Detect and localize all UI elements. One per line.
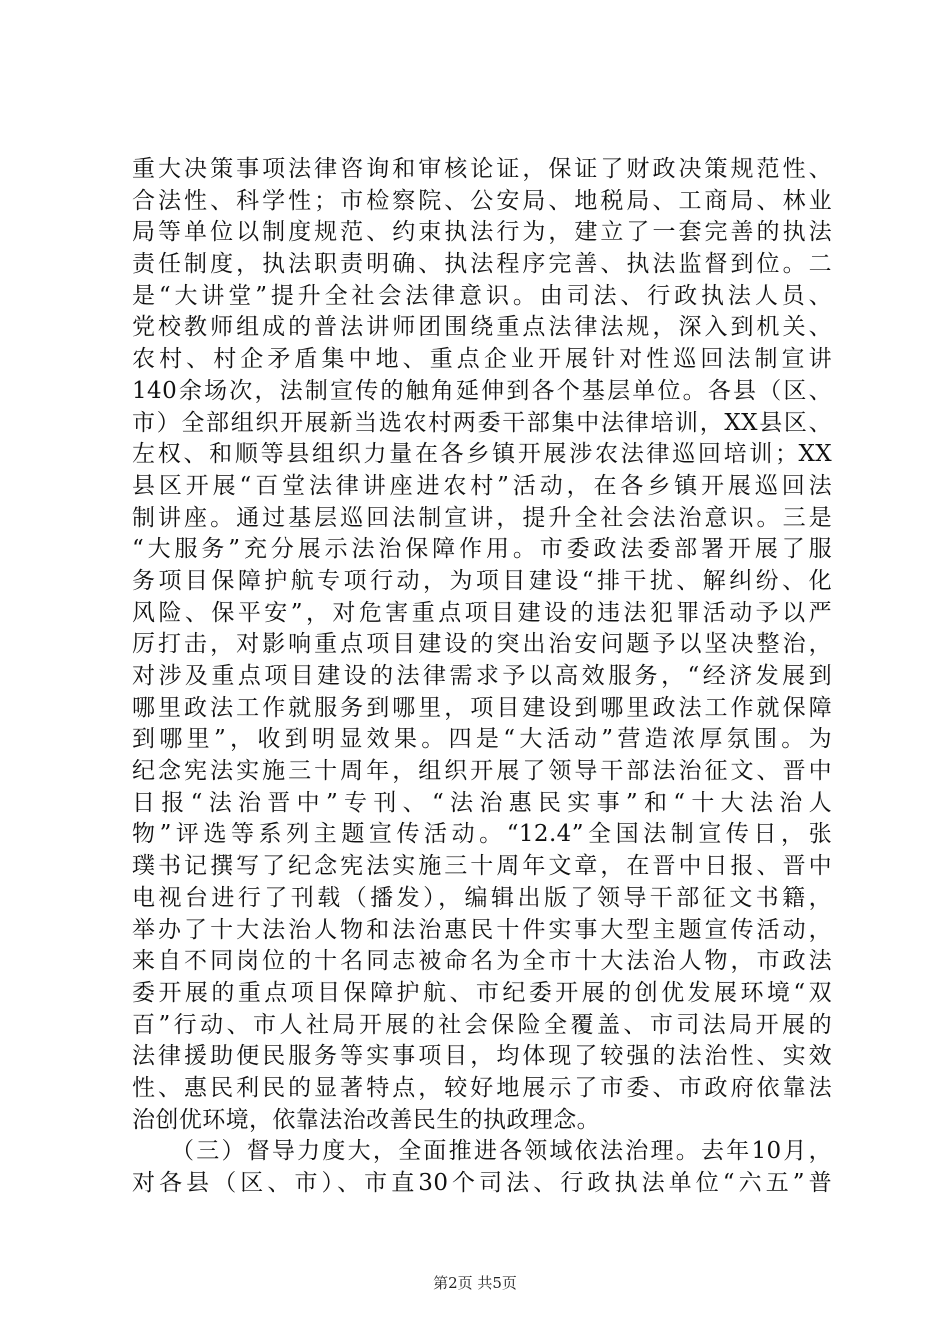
text-line: 委开展的重点项目保障护航、市纪委开展的创优发展环境“双 xyxy=(132,979,832,1006)
text-line: 制讲座。通过基层巡回法制宣讲，提升全社会法治意识。三是 xyxy=(132,504,832,531)
text-line: 市）全部组织开展新当选农村两委干部集中法律培训，XX县区、 xyxy=(132,409,832,436)
text-line: 法律援助便民服务等实事项目，均体现了较强的法治性、实效 xyxy=(132,1043,832,1070)
text-line: （三）督导力度大，全面推进各领域依法治理。去年10月， xyxy=(132,1138,832,1165)
text-line: 厉打击，对影响重点项目建设的突出治安问题予以坚决整治， xyxy=(132,631,832,658)
text-line: 物”评选等系列主题宣传活动。“12.4”全国法制宣传日，张 xyxy=(132,821,832,848)
text-line: 哪里政法工作就服务到哪里，项目建设到哪里政法工作就保障 xyxy=(132,694,832,721)
text-line: 农村、村企矛盾集中地、重点企业开展针对性巡回法制宣讲 xyxy=(132,346,832,373)
text-line: “大服务”充分展示法治保障作用。市委政法委部署开展了服 xyxy=(132,536,832,563)
text-line: 来自不同岗位的十名同志被命名为全市十大法治人物，市政法 xyxy=(132,948,832,975)
text-line: 务项目保障护航专项行动，为项目建设“排干扰、解纠纷、化 xyxy=(132,567,832,594)
text-line: 百”行动、市人社局开展的社会保险全覆盖、市司法局开展的 xyxy=(132,1011,832,1038)
text-line: 党校教师组成的普法讲师团围绕重点法律法规，深入到机关、 xyxy=(132,314,832,341)
text-line: 责任制度，执法职责明确、执法程序完善、执法监督到位。二 xyxy=(132,251,832,278)
text-line: 140余场次，法制宣传的触角延伸到各个基层单位。各县（区、 xyxy=(132,377,832,404)
text-line: 纪念宪法实施三十周年，组织开展了领导干部法治征文、晋中 xyxy=(132,758,832,785)
page-footer: 第2页 共5页 xyxy=(433,1274,517,1292)
text-line: 县区开展“百堂法律讲座进农村”活动，在各乡镇开展巡回法 xyxy=(132,472,832,499)
text-line: 是“大讲堂”提升全社会法律意识。由司法、行政执法人员、 xyxy=(132,282,832,309)
text-line: 合法性、科学性；市检察院、公安局、地税局、工商局、林业 xyxy=(132,187,832,214)
text-line: 重大决策事项法律咨询和审核论证，保证了财政决策规范性、 xyxy=(132,156,832,182)
text-line: 日报“法治晋中”专刊、“法治惠民实事”和“十大法治人 xyxy=(132,789,832,816)
text-line: 举办了十大法治人物和法治惠民十件实事大型主题宣传活动， xyxy=(132,916,832,943)
text-line: 性、惠民利民的显著特点，较好地展示了市委、市政府依靠法 xyxy=(132,1074,832,1101)
text-line: 到哪里”，收到明显效果。四是“大活动”营造浓厚氛围。为 xyxy=(132,726,832,753)
text-line: 电视台进行了刊载（播发），编辑出版了领导干部征文书籍， xyxy=(132,884,832,911)
text-line: 璞书记撰写了纪念宪法实施三十周年文章，在晋中日报、晋中 xyxy=(132,853,832,880)
text-line: 对涉及重点项目建设的法律需求予以高效服务，“经济发展到 xyxy=(132,663,832,689)
paragraph-end-line: 治创优环境，依靠法治改善民生的执政理念。 xyxy=(132,1106,600,1133)
body-text xyxy=(132,154,832,1200)
text-line: 风险、保平安”，对危害重点项目建设的违法犯罪活动予以严 xyxy=(132,599,832,626)
text-line: 局等单位以制度规范、约束执法行为，建立了一套完善的执法 xyxy=(132,219,832,246)
text-line: 对各县（区、市）、市直30个司法、行政执法单位“六五”普 xyxy=(132,1170,832,1196)
text-line: 左权、和顺等县组织力量在各乡镇开展涉农法律巡回培训；XX xyxy=(132,441,832,468)
